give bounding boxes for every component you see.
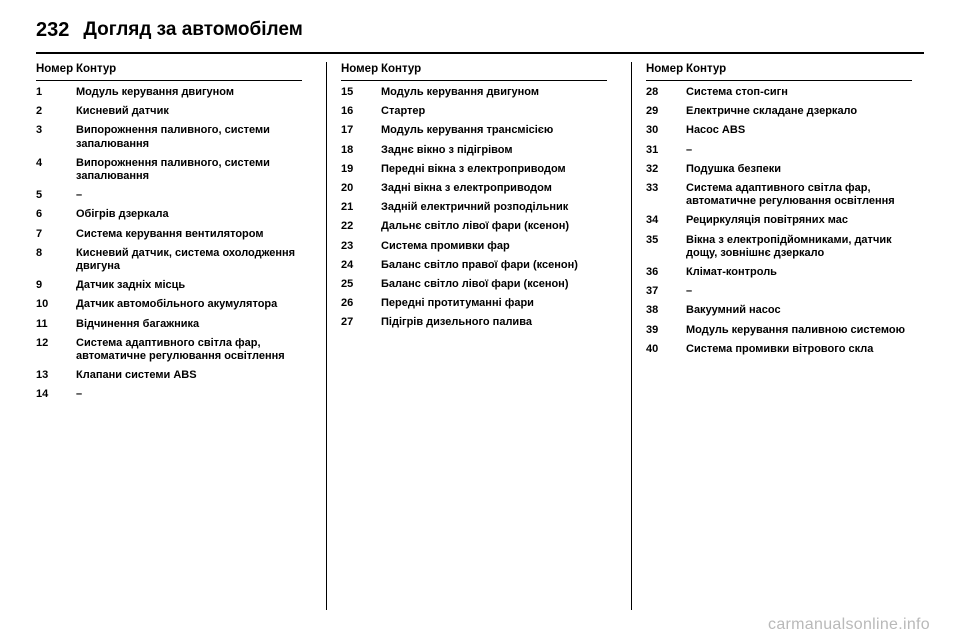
fuse-description: Система промивки вітрового скла — [686, 342, 874, 355]
fuse-description: – — [76, 189, 83, 202]
table-row — [646, 86, 912, 99]
table-row — [341, 144, 607, 157]
fuse-description: Вікна з електропідйомниками, датчик дощу, зовнішнє дзеркало — [686, 233, 892, 259]
column-header-description: Контур — [381, 63, 422, 75]
table-body — [36, 86, 302, 402]
column-header-number: Номер — [646, 63, 684, 75]
fuse-description: Датчик задніх місць — [76, 279, 186, 292]
column-right — [646, 62, 922, 610]
fuse-number: 15 — [341, 86, 354, 98]
fuse-description: Модуль керування паливною системою — [686, 323, 905, 336]
column-header-description: Контур — [686, 63, 727, 75]
column-divider — [326, 62, 327, 610]
fuse-number: 10 — [36, 298, 49, 311]
fuse-number: 24 — [341, 258, 354, 271]
table-header — [341, 62, 607, 81]
fuse-description: Кисневий датчик, система охолодження двигуна — [76, 246, 296, 273]
fuse-number: 23 — [341, 239, 354, 252]
table-row — [646, 266, 912, 279]
table-row — [36, 228, 302, 241]
table-row — [36, 208, 302, 221]
table-row — [36, 337, 302, 363]
fuse-number: 5 — [36, 189, 43, 202]
fuse-number: 16 — [341, 105, 354, 118]
fuse-number: 31 — [646, 143, 659, 156]
fuse-number: 12 — [36, 336, 49, 349]
table-row — [646, 163, 912, 176]
fuse-description: Обігрів дзеркала — [76, 208, 169, 221]
table-row — [36, 369, 302, 382]
fuse-description: Рециркуляція повітряних мас — [686, 214, 848, 227]
fuse-description: Система промивки фар — [381, 239, 510, 252]
fuse-description: Випорожнення паливного, системи запалювання — [76, 124, 270, 150]
fuse-number: 33 — [646, 182, 659, 195]
column-middle — [341, 62, 617, 610]
fuse-description: Модуль керування двигуном — [381, 86, 540, 98]
fuse-description: Модуль керування трансмісією — [381, 124, 554, 137]
fuse-number: 3 — [36, 124, 43, 137]
fuse-description: Система адаптивного світла фар, автоматичне регулювання освітлення — [686, 182, 895, 208]
fuse-number: 18 — [341, 143, 354, 156]
fuse-description: Задні вікна з електроприводом — [381, 182, 552, 195]
fuse-number: 7 — [36, 227, 43, 240]
fuse-description: Насос ABS — [686, 124, 746, 137]
fuse-number: 25 — [341, 278, 354, 291]
fuse-number: 21 — [341, 201, 354, 214]
fuse-description: Задній електричний розподільник — [381, 201, 569, 214]
table-row — [36, 318, 302, 331]
fuse-number: 29 — [646, 105, 659, 118]
table-row — [36, 105, 302, 118]
fuse-number: 20 — [341, 182, 354, 195]
fuse-description: Баланс світло лівої фари (ксенон) — [381, 278, 569, 291]
table-row — [646, 285, 912, 298]
table-row — [36, 86, 302, 99]
fuse-number: 32 — [646, 162, 659, 175]
page-number: 232 — [36, 19, 70, 41]
fuse-number: 40 — [646, 342, 659, 355]
fuse-number: 27 — [341, 316, 354, 329]
table-row — [36, 298, 302, 311]
fuse-description: Заднє вікно з підігрівом — [381, 143, 513, 156]
fuse-description: – — [686, 285, 693, 298]
fuse-description: Кисневий датчик — [76, 105, 169, 118]
table-row — [341, 86, 607, 99]
fuse-description: Система керування вентилятором — [76, 227, 264, 240]
fuse-number: 11 — [36, 317, 48, 330]
column-divider — [631, 62, 632, 610]
fuse-number: 28 — [646, 86, 659, 98]
fuse-description: Система адаптивного світла фар, автоматичне регулювання освітлення — [76, 336, 285, 363]
fuse-description: Підігрів дизельного палива — [381, 316, 532, 329]
fuse-description: Передні вікна з електроприводом — [381, 162, 566, 175]
fuse-description: Передні протитуманні фари — [381, 297, 534, 310]
fuse-description: Подушка безпеки — [686, 162, 781, 175]
table-row — [646, 105, 912, 118]
fuse-number: 19 — [341, 162, 354, 175]
fuse-number: 14 — [36, 388, 49, 401]
table-row — [646, 144, 912, 157]
table-row — [646, 182, 912, 208]
fuse-description: Баланс світло правої фари (ксенон) — [381, 258, 578, 271]
fuse-number: 22 — [341, 220, 354, 233]
fuse-number: 26 — [341, 297, 354, 310]
table-header — [36, 62, 302, 81]
table-row — [341, 220, 607, 233]
fuse-number: 9 — [36, 279, 43, 292]
table-body — [646, 86, 912, 356]
fuse-number: 1 — [36, 86, 43, 98]
table-row — [341, 163, 607, 176]
table-row — [36, 279, 302, 292]
table-row — [646, 214, 912, 227]
fuse-description: Дальнє світло лівої фари (ксенон) — [381, 220, 570, 233]
table-row — [341, 201, 607, 214]
fuse-description: Вакуумний насос — [686, 304, 781, 317]
page-header — [36, 18, 924, 54]
fuse-number: 34 — [646, 214, 659, 227]
page-title: Догляд за автомобілем — [83, 19, 303, 40]
fuse-description: Датчик автомобільного акумулятора — [76, 298, 278, 311]
fuse-description: Клапани системи ABS — [76, 369, 197, 382]
table-row — [341, 278, 607, 291]
table-row — [36, 247, 302, 273]
fuse-number: 13 — [36, 369, 49, 382]
table-header — [646, 62, 912, 81]
table-row — [36, 189, 302, 202]
table-body — [341, 86, 607, 330]
table-row — [341, 259, 607, 272]
table-row — [36, 388, 302, 401]
fuse-number: 8 — [36, 246, 43, 259]
table-row — [341, 182, 607, 195]
fuse-description: Випорожнення паливного, системи запалювання — [76, 156, 270, 183]
watermark: carmanualsonline.info — [768, 616, 930, 633]
fuse-number: 36 — [646, 266, 659, 279]
column-header-number: Номер — [36, 63, 74, 75]
fuse-number: 30 — [646, 124, 659, 137]
columns-container — [36, 62, 924, 610]
fuse-description: Відчинення багажника — [76, 317, 200, 330]
fuse-description: – — [686, 143, 693, 156]
fuse-number: 38 — [646, 304, 659, 317]
fuse-description: Стартер — [381, 105, 426, 118]
fuse-number: 2 — [36, 105, 43, 118]
fuse-description: Електричне складане дзеркало — [686, 105, 858, 118]
fuse-number: 17 — [341, 124, 354, 137]
table-row — [341, 105, 607, 118]
table-row — [36, 157, 302, 183]
column-header-number: Номер — [341, 63, 379, 75]
table-row — [341, 240, 607, 253]
fuse-number: 6 — [36, 208, 43, 221]
table-row — [36, 124, 302, 150]
fuse-number: 37 — [646, 285, 659, 298]
column-header-description: Контур — [76, 63, 117, 75]
table-row — [341, 316, 607, 329]
table-row — [646, 324, 912, 337]
table-row — [646, 304, 912, 317]
fuse-number: 39 — [646, 323, 659, 336]
fuse-description: – — [76, 388, 83, 401]
fuse-description: Модуль керування двигуном — [76, 86, 235, 98]
fuse-number: 35 — [646, 233, 659, 246]
fuse-number: 4 — [36, 156, 43, 169]
table-row — [646, 124, 912, 137]
table-row — [646, 234, 912, 260]
table-row — [646, 343, 912, 356]
column-left — [36, 62, 312, 610]
fuse-description: Клімат-контроль — [686, 266, 777, 279]
table-row — [341, 297, 607, 310]
fuse-description: Система стоп-сигн — [686, 86, 788, 98]
table-row — [341, 124, 607, 137]
